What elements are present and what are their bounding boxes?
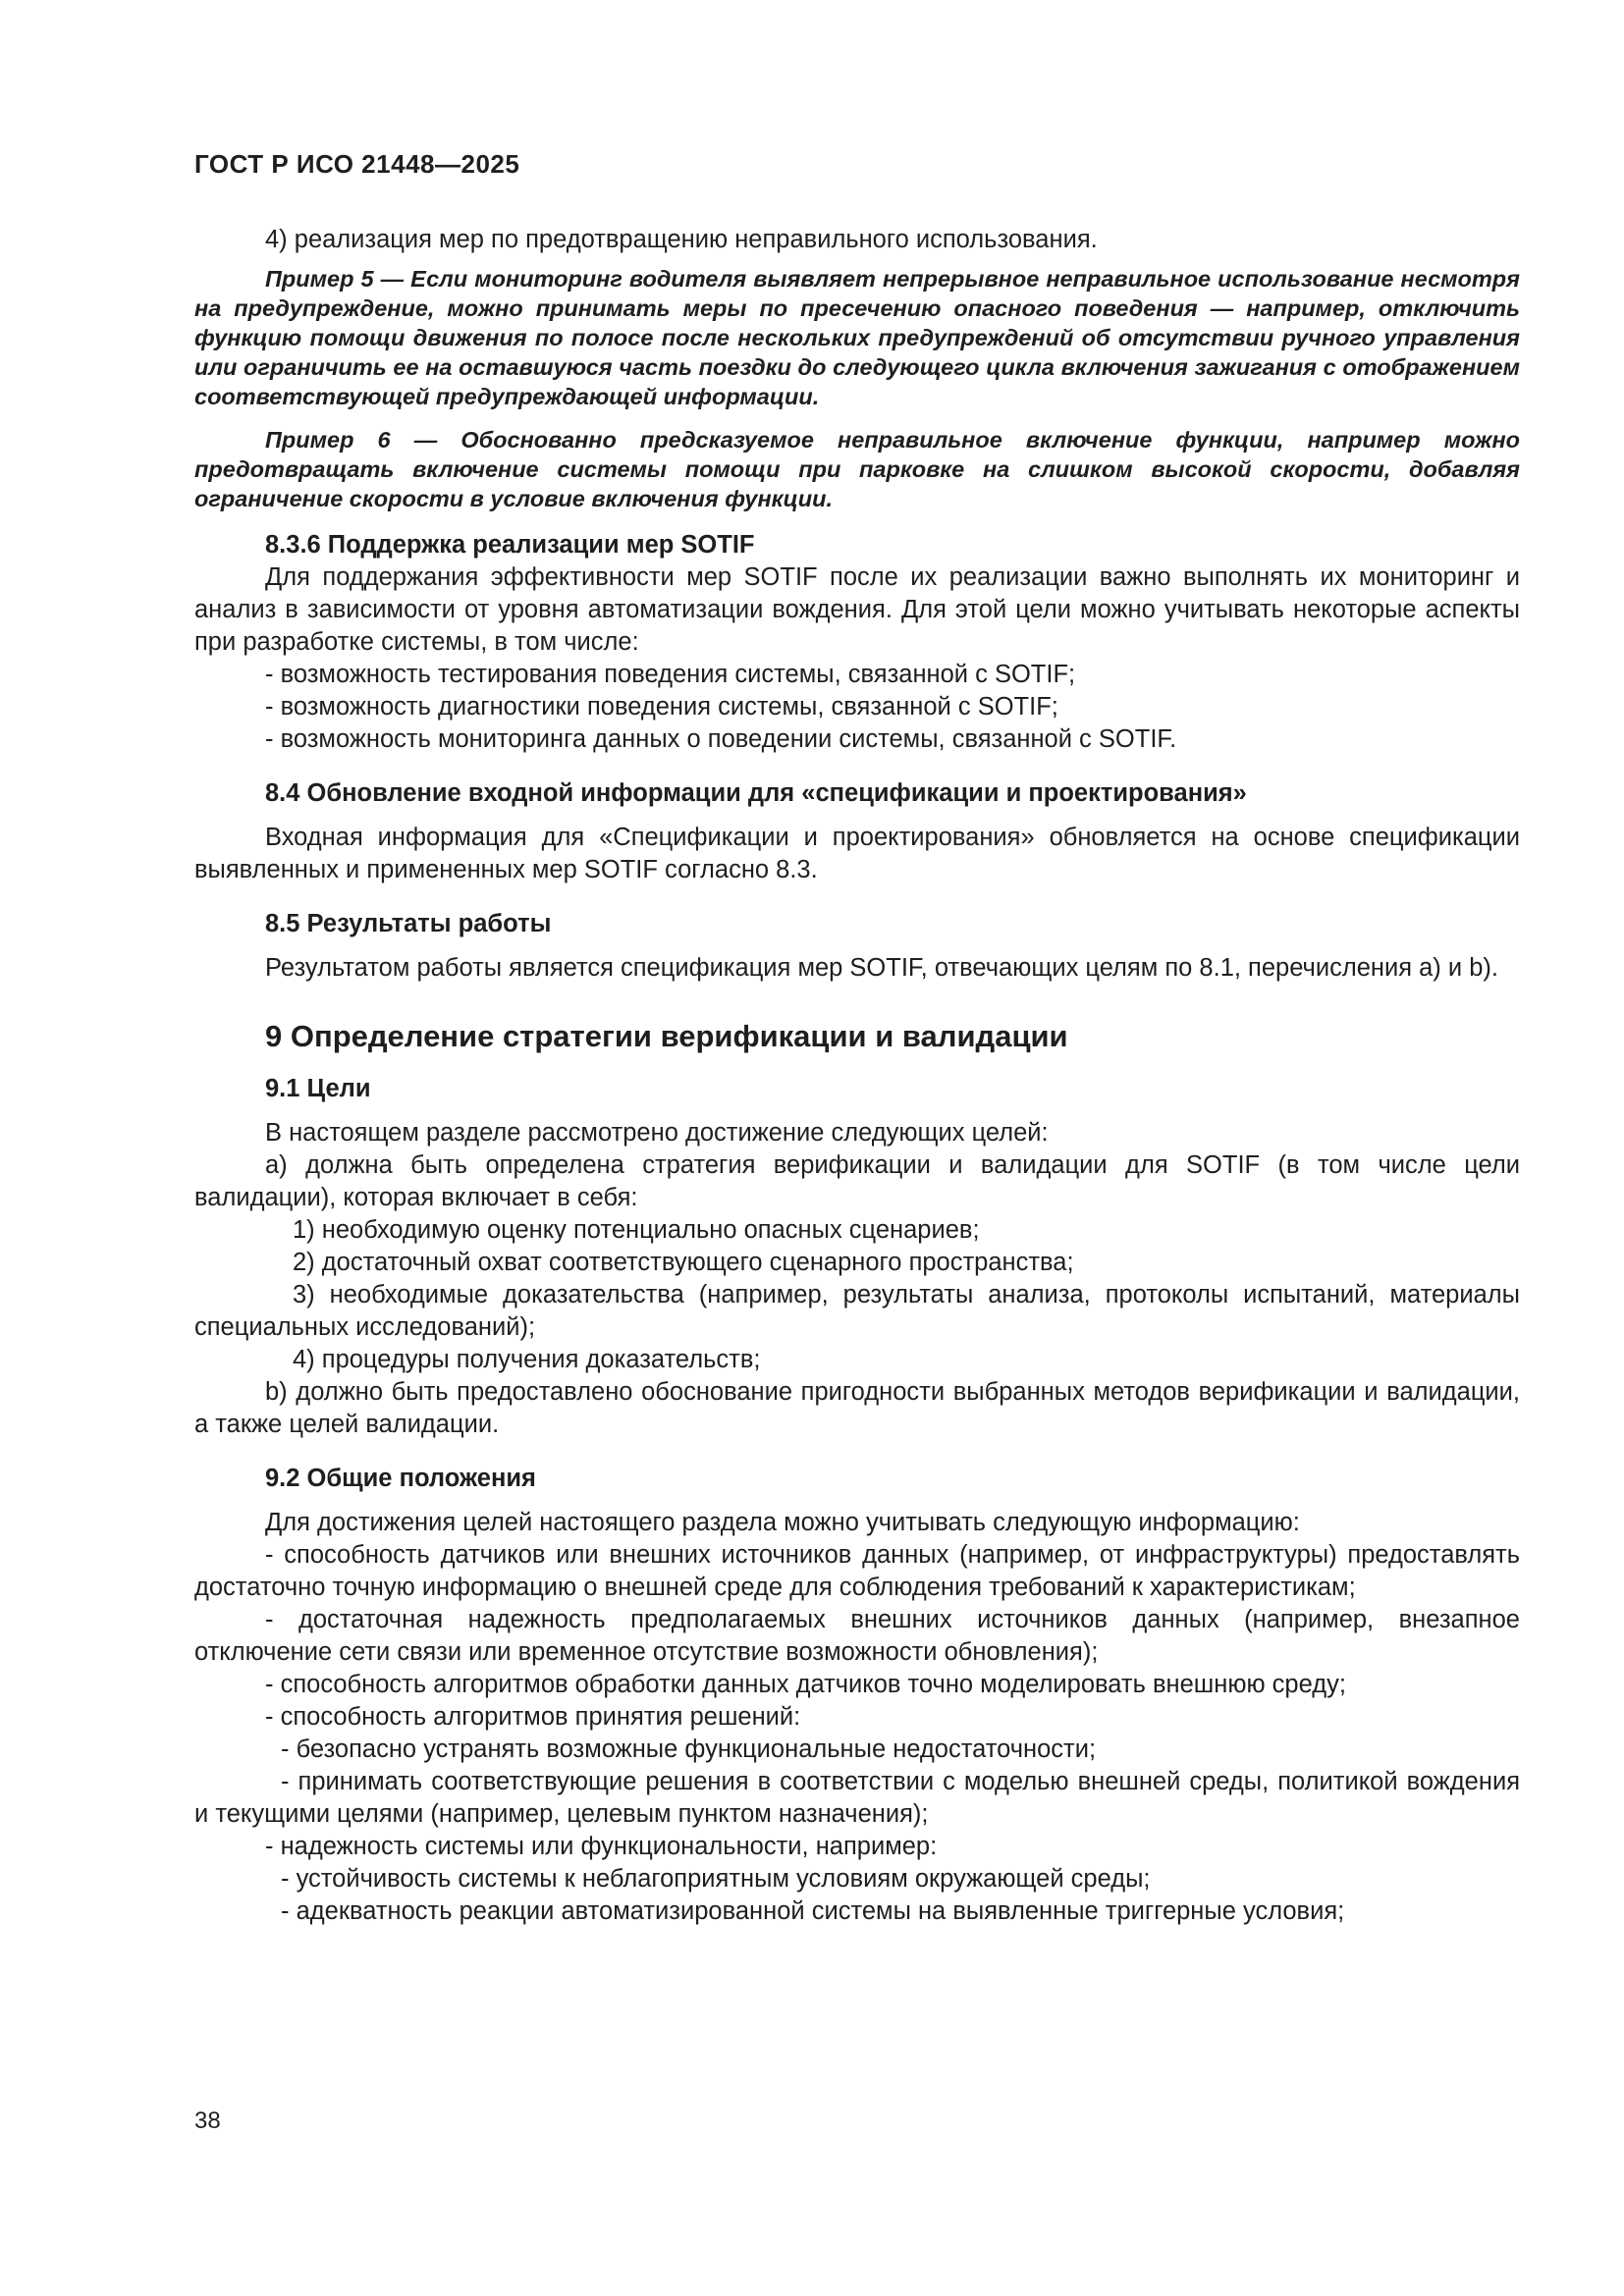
list-item: 1) необходимую оценку потенциально опасных сценариев; <box>293 1216 980 1244</box>
paragraph: Входная информация для «Спецификации и проектирования» обновляется на основе спецификации выявленных и примененных мер SOTIF согласно 8.3. <box>194 824 1520 883</box>
list-item: b) должно быть предоставлено обоснование пригодности выбранных методов верификации и валидации, а также целей валидации. <box>194 1378 1520 1438</box>
section-heading-8-4: 8.4 Обновление входной информации для «спецификации и проектирования» <box>265 779 1247 807</box>
section-heading-8-3-6: 8.3.6 Поддержка реализации мер SOTIF <box>265 531 755 559</box>
section-heading-9-2: 9.2 Общие положения <box>265 1465 536 1492</box>
page-number: 38 <box>194 2108 221 2134</box>
example-5: Пример 5 — Если мониторинг водителя выявляет непрерывное неправильное использование несмотря на предупреждение, можно принимать меры по пресечению опасного поведения — например, отключить функцию помощи движения по полосе после нескольких предупреждений об отсутствии ручного управления или ограничить ее на оставшуюся часть поездки до следующего цикла включения зажигания с отображением соответствующей предупреждающей информации. <box>194 266 1520 409</box>
list-item: 2) достаточный охват соответствующего сценарного пространства; <box>293 1249 1074 1276</box>
list-item: - возможность диагностики поведения системы, связанной с SOTIF; <box>265 693 1058 721</box>
section-heading-8-5: 8.5 Результаты работы <box>265 910 552 937</box>
paragraph: Для поддержания эффективности мер SOTIF после их реализации важно выполнять их мониторинг и анализ в зависимости от уровня автоматизации вождения. Для этой цели можно учитывать некоторые аспекты при разработке системы, в том числе: <box>194 563 1520 656</box>
document-header: ГОСТ Р ИСО 21448—2025 <box>194 149 520 179</box>
list-item: 4) процедуры получения доказательств; <box>293 1346 761 1373</box>
list-item: - надежность системы или функциональности, например: <box>265 1833 938 1860</box>
list-item: - принимать соответствующие решения в соответствии с моделью внешней среды, политикой вождения и текущими целями (например, целевым пунктом назначения); <box>194 1768 1520 1828</box>
list-item: - безопасно устранять возможные функциональные недостаточности; <box>281 1735 1097 1763</box>
paragraph: Результатом работы является спецификация мер SOTIF, отвечающих целям по 8.1, перечисления a) и b). <box>265 954 1498 982</box>
example-6: Пример 6 — Обоснованно предсказуемое неправильное включение функции, например можно предотвращать включение системы помощи при парковке на слишком высокой скорости, добавляя ограничение скорости в условие включения функции. <box>194 427 1520 511</box>
list-item: - возможность тестирования поведения системы, связанной с SOTIF; <box>265 661 1076 688</box>
section-heading-9: 9 Определение стратегии верификации и валидации <box>265 1019 1068 1053</box>
list-item: - устойчивость системы к неблагоприятным условиям окружающей среды; <box>281 1865 1151 1893</box>
document-body <box>194 224 1520 1928</box>
list-item: - возможность мониторинга данных о поведении системы, связанной с SOTIF. <box>265 725 1177 753</box>
list-item: - адекватность реакции автоматизированной системы на выявленные триггерные условия; <box>281 1897 1345 1925</box>
list-item: - способность алгоритмов обработки данных датчиков точно моделировать внешнюю среду; <box>265 1671 1346 1698</box>
list-item: - способность алгоритмов принятия решений: <box>265 1703 801 1731</box>
paragraph: Для достижения целей настоящего раздела можно учитывать следующую информацию: <box>265 1509 1300 1536</box>
list-item: 3) необходимые доказательства (например, результаты анализа, протоколы испытаний, материалы специальных исследований); <box>194 1281 1520 1341</box>
list-item: - достаточная надежность предполагаемых внешних источников данных (например, внезапное отключение сети связи или временное отсутствие возможности обновления); <box>194 1606 1520 1666</box>
section-heading-9-1: 9.1 Цели <box>265 1075 371 1102</box>
paragraph: В настоящем разделе рассмотрено достижение следующих целей: <box>265 1119 1049 1147</box>
list-item: - способность датчиков или внешних источников данных (например, от инфраструктуры) предоставлять достаточно точную информацию о внешней среде для соблюдения требований к характеристикам; <box>194 1541 1520 1601</box>
list-item: 4) реализация мер по предотвращению неправильного использования. <box>265 226 1098 253</box>
list-item: a) должна быть определена стратегия верификации и валидации для SOTIF (в том числе цели валидации), которая включает в себя: <box>194 1151 1520 1211</box>
